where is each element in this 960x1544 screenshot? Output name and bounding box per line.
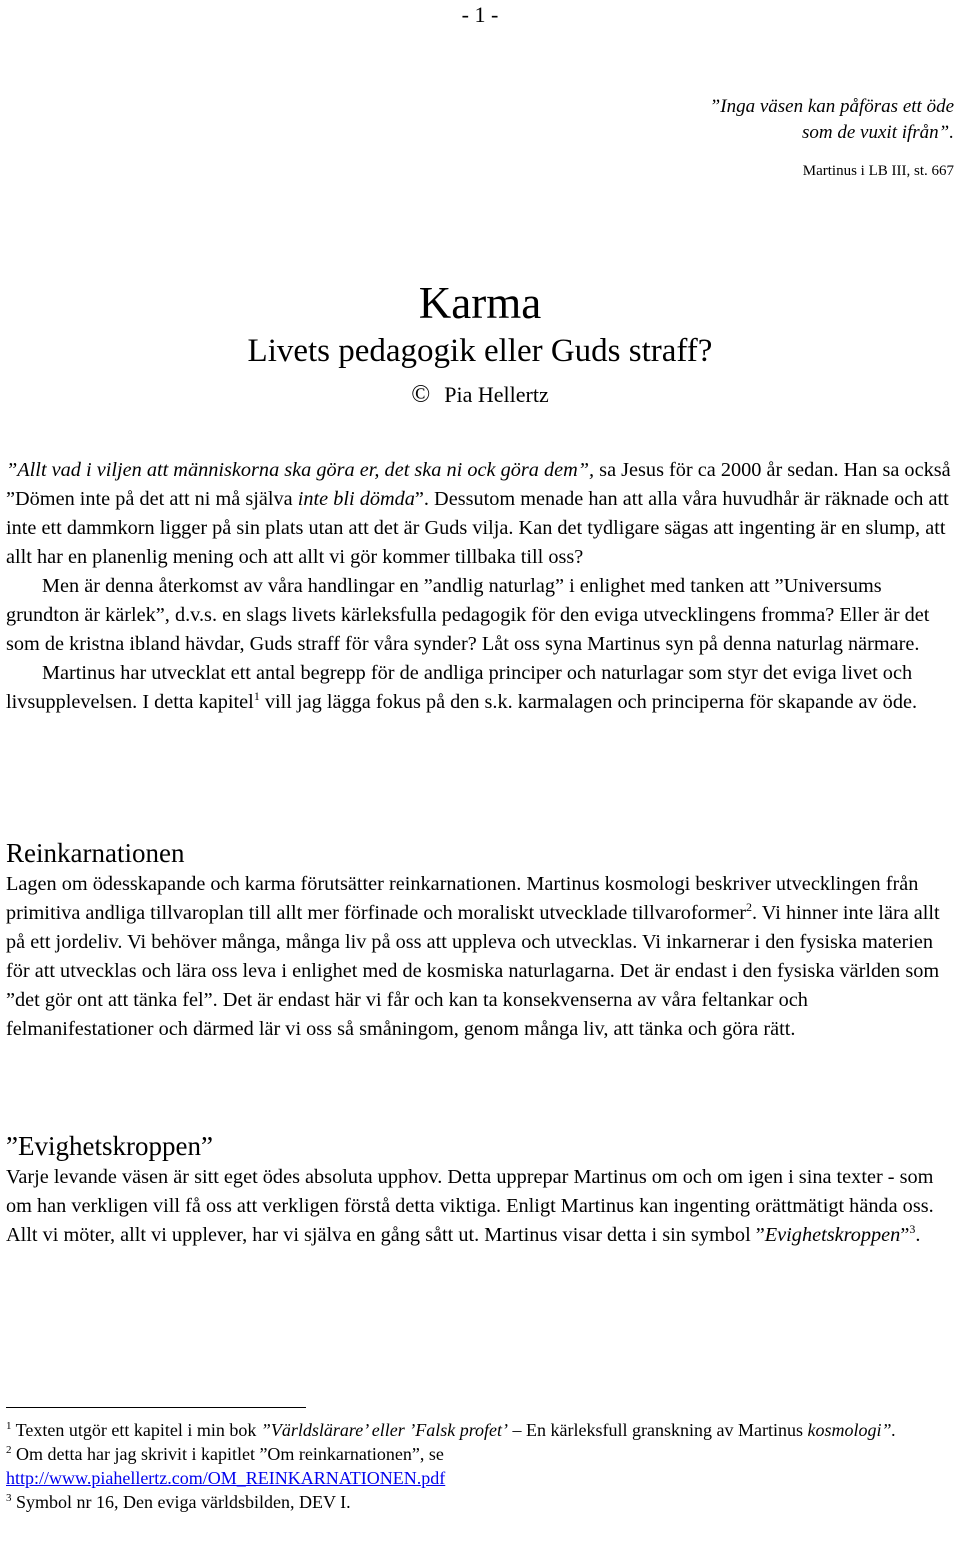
reink-rest: . Vi hinner inte lära allt på ett jordeliv. Vi behöver många, många liv på oss att uppleva och utvecklas. Vi inkarnerar i den fysiska materien för att utvecklas och lära oss leva i enlighet med de kosmiska naturlagarna. Det är endast i den fysiska världen som ”det gör ont att tänka fel”. Det är endast här vi får och kan ta konsekvenserna av våra feltankar och felmanifestationer och därmed lär vi oss så småningom, genom många liv, att tänka och göra rätt. <box>6 902 940 1040</box>
reink-text: Lagen om ödesskapande och karma förutsätter reinkarnationen. Martinus kosmologi beskriver utvecklingen från primitiva andliga tillvaroplan till allt mer förfinade och moraliskt utvecklade tillvaroformer <box>6 873 919 924</box>
evig-period: . <box>915 1224 921 1246</box>
document-title: Karma <box>418 278 542 328</box>
epigraph-line-2: som de vuxit ifrån”. <box>802 122 954 143</box>
intro-section <box>6 456 954 717</box>
footnote-divider <box>6 1407 306 1408</box>
intro-p1-italic: inte bli dömda <box>297 488 415 510</box>
footnote-2-link-line <box>6 1466 954 1490</box>
footnote-ref-2[interactable]: 2 <box>746 900 753 915</box>
heading-evighetskroppen: ”Evighetskroppen” <box>6 1131 213 1161</box>
intro-p3-rest: vill jag lägga fokus på den s.k. karmalagen och principerna för skapande av öde. <box>259 691 918 713</box>
footnote-3-text: Symbol nr 16, Den eviga världsbilden, DEV I. <box>11 1492 351 1512</box>
footnote-1-text-2: – En kärleksfull granskning av Martinus <box>508 1420 808 1440</box>
footnote-ref-1[interactable]: 1 <box>253 689 260 704</box>
epigraph-source: Martinus i LB III, st. 667 <box>802 163 954 179</box>
footnote-1-text: Texten utgör ett kapitel i min bok <box>11 1420 261 1440</box>
evig-close-quote: ” <box>900 1224 910 1246</box>
evig-symbol-name: Evighetskroppen <box>764 1224 901 1246</box>
copyright-icon: © <box>411 381 431 408</box>
epigraph-line-1: ”Inga väsen kan påföras ett öde <box>709 96 954 117</box>
footnote-1-number: 1 <box>6 1420 12 1432</box>
intro-paragraph-3 <box>6 659 954 717</box>
footnote-3 <box>6 1490 954 1514</box>
footnote-1-book-title-end: kosmologi”. <box>807 1420 896 1440</box>
footnotes <box>6 1418 954 1514</box>
reink-paragraph <box>6 870 954 1044</box>
footnote-3-number: 3 <box>6 1492 12 1504</box>
footnote-1 <box>6 1418 954 1442</box>
author-line <box>0 381 960 409</box>
evig-text: Varje levande väsen är sitt eget ödes absoluta upphov. Detta upprepar Martinus om och om igen i sina texter - som om han verkligen vill få oss att verkligen förstå detta viktiga. Enligt Martinus kan ingenting orättmätigt hända oss. Allt vi möter, allt vi upplever, har vi själva en gång sått ut. Martinus visar detta i sin symbol ” <box>6 1166 934 1246</box>
reinkarnationen-section <box>6 870 954 1044</box>
jesus-quote: ”Allt vad i viljen att människorna ska göra er, det ska ni ock göra dem”, <box>6 459 595 481</box>
page-number: - 1 - <box>461 2 499 27</box>
footnote-ref-3[interactable]: 3 <box>909 1222 916 1237</box>
footnote-1-book-title: ”Världslärare’ eller ’Falsk profet’ <box>260 1420 509 1440</box>
author-name: Pia Hellertz <box>444 382 549 407</box>
intro-p3-text: Martinus har utvecklat ett antal begrepp för de andliga principer och naturlagar som styr det eviga livet och livsupplevelsen. I detta kapitel <box>6 662 913 713</box>
footnote-2-link[interactable]: http://www.piahellertz.com/OM_REINKARNATIONEN.pdf <box>6 1468 446 1488</box>
document-subtitle: Livets pedagogik eller Guds straff? <box>247 333 713 369</box>
heading-reinkarnationen: Reinkarnationen <box>6 838 185 868</box>
footnote-2 <box>6 1442 954 1466</box>
intro-paragraph-1 <box>6 456 954 572</box>
evighetskroppen-section <box>6 1163 954 1250</box>
evig-paragraph <box>6 1163 954 1250</box>
intro-p1-text: sa Jesus för ca 2000 år sedan. Han sa också ”Dömen inte på det att ni må själva <box>6 459 951 510</box>
epigraph-quote <box>710 94 954 146</box>
intro-p1-rest: ”. Dessutom menade han att alla våra huvudhår är räknade och att inte ett dammkorn ligger på sin plats utan att det är Guds vilja. Kan det tydligare sägas att ingenting är en slump, att allt har en planenlig mening och att allt vi gör kommer tillbaka till oss? <box>6 488 949 568</box>
footnote-2-number: 2 <box>6 1444 12 1456</box>
intro-paragraph-2: Men är denna återkomst av våra handlingar en ”andlig naturlag” i enlighet med tanken att ”Universums grundton är kärlek”, d.v.s. en slags livets kärleksfulla pedagogik för den eviga utvecklingens fromma? Eller är det som de kristna ibland hävdar, Guds straff för våra synder? Låt oss syna Martinus syn på denna naturlag närmare. <box>6 575 930 655</box>
footnote-2-text: Om detta har jag skrivit i kapitlet ”Om reinkarnationen”, se <box>11 1444 444 1464</box>
